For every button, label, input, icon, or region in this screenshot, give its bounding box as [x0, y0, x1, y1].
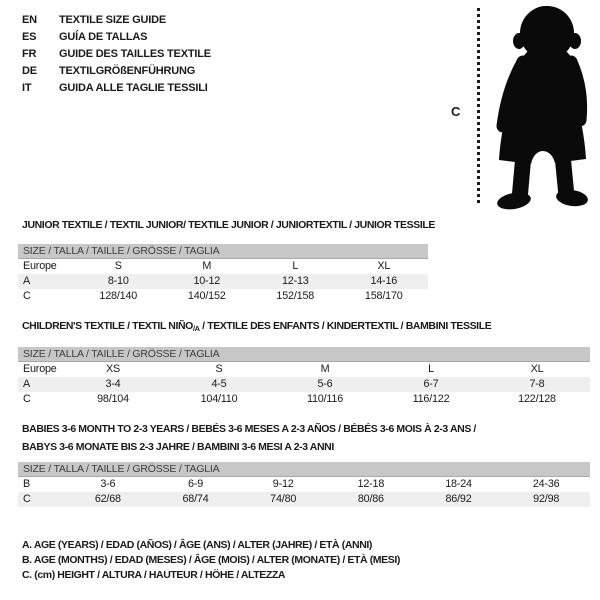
language-code: IT: [22, 82, 32, 94]
height-measure-label: C: [451, 104, 461, 119]
size-cell: 104/110: [200, 393, 238, 405]
size-cell: S: [215, 363, 223, 375]
size-cell: 7-8: [529, 378, 545, 390]
size-cell: L: [428, 363, 434, 375]
size-cell: 3-4: [105, 378, 121, 390]
size-cell: 10-12: [193, 275, 221, 287]
height-measurement-figure: [448, 0, 600, 215]
size-cell: M: [202, 260, 212, 272]
size-cell: 92/98: [533, 493, 560, 505]
children-title-post: / TEXTILE DES ENFANTS / KINDERTEXTIL / BAMBINI TESSILE: [199, 320, 492, 332]
table-row-height: [18, 492, 590, 507]
table-row-age: [18, 377, 590, 392]
size-header-bar: SIZE / TALLA / TAILLE / GRÖSSE / TAGLIA: [18, 244, 428, 259]
size-cell: 3-6: [100, 478, 116, 490]
junior-size-table: [18, 244, 428, 304]
children-title-pre: CHILDREN'S TEXTILE / TEXTIL NIÑO: [22, 320, 193, 332]
row-label: A: [23, 275, 31, 287]
table-row-europe: [18, 259, 428, 274]
legend-line-b: B. AGE (MONTHS) / EDAD (MESES) / ÂGE (MOIS) / ALTER (MONATE) / ETÀ (MESI): [22, 554, 400, 566]
row-label: B: [23, 478, 31, 490]
size-cell: XL: [377, 260, 391, 272]
language-row: [22, 63, 211, 80]
row-label: C: [23, 393, 31, 405]
language-code: ES: [22, 31, 37, 43]
language-title: GUIDA ALLE TAGLIE TESSILI: [59, 82, 208, 94]
size-cell: 6-7: [423, 378, 439, 390]
table-row-europe: [18, 362, 590, 377]
language-title: GUÍA DE TALLAS: [59, 31, 148, 43]
language-row: [22, 46, 211, 63]
language-title: GUIDE DES TAILLES TEXTILE: [59, 48, 211, 60]
size-cell: 6-9: [188, 478, 204, 490]
language-code: DE: [22, 65, 37, 77]
size-cell: 14-16: [370, 275, 398, 287]
table-row-age-months: [18, 477, 590, 492]
size-cell: 8-10: [107, 275, 129, 287]
language-code: EN: [22, 14, 37, 26]
size-cell: 62/68: [94, 493, 121, 505]
table-row-age: [18, 274, 428, 289]
legend-line-c: C. (cm) HEIGHT / ALTURA / HAUTEUR / HÖHE / ALTEZZA: [22, 569, 286, 581]
table-row-height: [18, 392, 590, 407]
size-cell: 24-36: [532, 478, 560, 490]
size-cell: 116/122: [412, 393, 450, 405]
children-size-table: [18, 347, 590, 407]
size-header-bar: SIZE / TALLA / TAILLE / GRÖSSE / TAGLIA: [18, 462, 590, 477]
babies-title-line1: BABIES 3-6 MONTH TO 2-3 YEARS / BEBÉS 3-6 MESES A 2-3 AÑOS / BÉBÉS 3-6 MOIS À 2-3 ANS /: [22, 423, 476, 435]
size-cell: 110/116: [306, 393, 344, 405]
babies-title-line2: BABYS 3-6 MONATE BIS 2-3 JAHRE / BAMBINI 3-6 MESI A 2-3 ANNI: [22, 440, 334, 453]
language-title: TEXTILGRÖßENFÜHRUNG: [59, 65, 196, 77]
size-cell: XS: [105, 363, 120, 375]
size-cell: 98/104: [97, 393, 129, 405]
children-title-sub: /A: [192, 324, 200, 333]
language-title-list: [22, 12, 211, 97]
row-label: Europe: [23, 363, 57, 375]
baby-toddler-silhouette-icon: [485, 2, 600, 210]
size-cell: 12-13: [281, 275, 309, 287]
size-header-bar: SIZE / TALLA / TAILLE / GRÖSSE / TAGLIA: [18, 347, 590, 362]
size-cell: 74/80: [270, 493, 297, 505]
size-cell: 9-12: [272, 478, 294, 490]
language-row: [22, 12, 211, 29]
size-cell: L: [292, 260, 299, 272]
size-cell: 122/128: [518, 393, 556, 405]
size-cell: M: [320, 363, 330, 375]
size-cell: 128/140: [99, 290, 138, 302]
size-cell: 152/158: [276, 290, 315, 302]
size-cell: 68/74: [182, 493, 209, 505]
measurement-legend: [22, 538, 400, 583]
children-section-title: [22, 320, 491, 333]
size-cell: 18-24: [445, 478, 472, 490]
dotted-height-line: [477, 8, 480, 206]
row-label: Europe: [23, 260, 57, 272]
size-cell: 158/170: [364, 290, 403, 302]
size-cell: 140/152: [187, 290, 226, 302]
size-cell: S: [114, 260, 122, 272]
table-row-height: [18, 289, 428, 304]
size-cell: 86/92: [445, 493, 472, 505]
language-code: FR: [22, 48, 37, 60]
row-label: C: [23, 290, 31, 302]
language-row: [22, 80, 211, 97]
size-cell: 4-5: [211, 378, 227, 390]
babies-section-title: [22, 421, 476, 456]
junior-section-title: JUNIOR TEXTILE / TEXTIL JUNIOR/ TEXTILE JUNIOR / JUNIORTEXTIL / JUNIOR TESSILE: [22, 219, 435, 231]
size-cell: 80/86: [357, 493, 384, 505]
size-cell: 12-18: [357, 478, 385, 490]
language-row: [22, 29, 211, 46]
legend-line-a: A. AGE (YEARS) / EDAD (AÑOS) / ÂGE (ANS) / ALTER (JAHRE) / ETÀ (ANNI): [22, 539, 373, 551]
row-label: A: [23, 378, 31, 390]
row-label: C: [23, 493, 31, 505]
size-cell: XL: [530, 363, 544, 375]
babies-size-table: [18, 462, 590, 507]
size-cell: 5-6: [317, 378, 333, 390]
language-title: TEXTILE SIZE GUIDE: [59, 14, 167, 26]
